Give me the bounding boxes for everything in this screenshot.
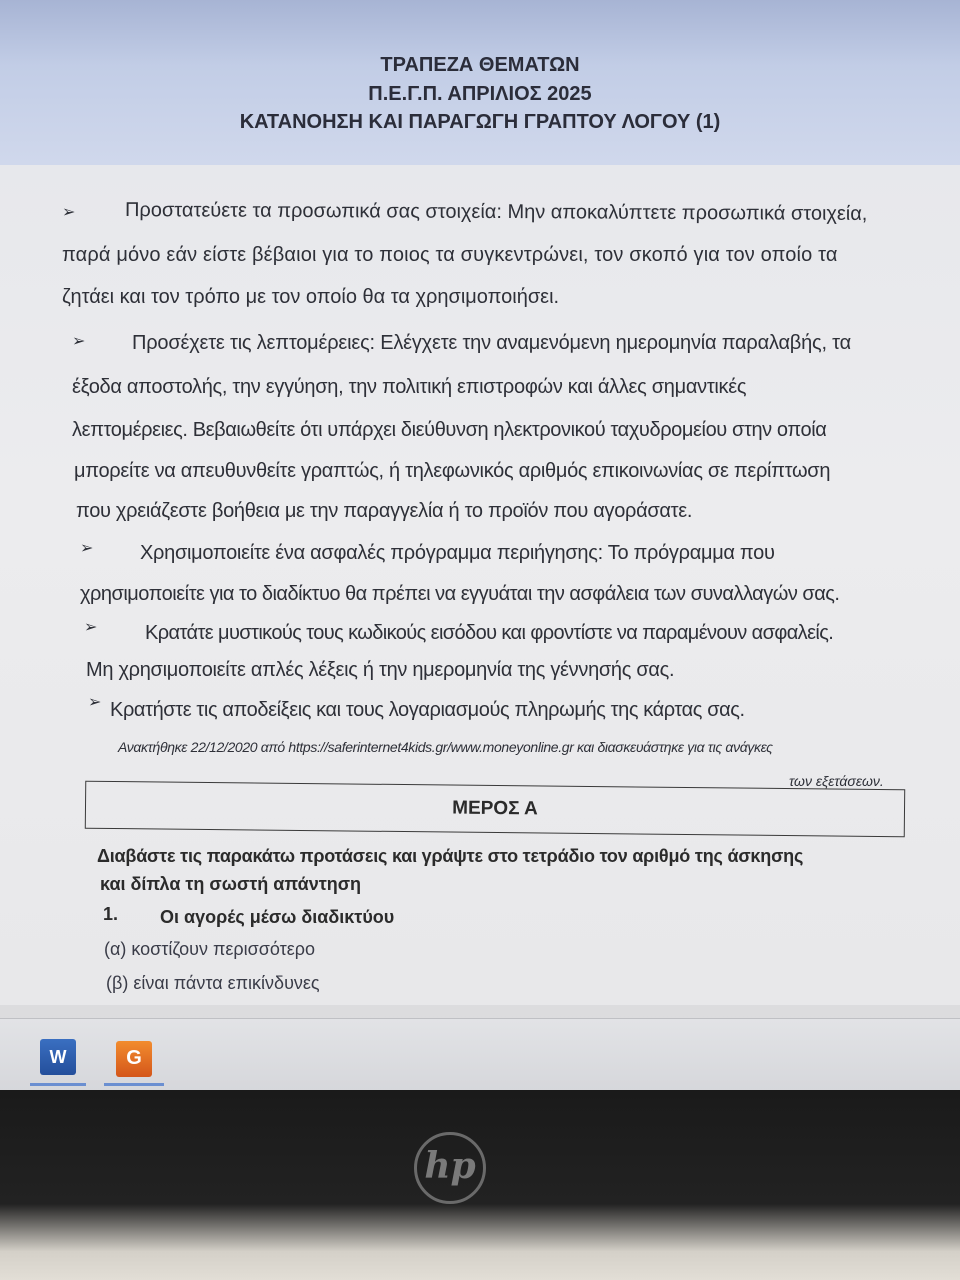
option-a: (α) κοστίζουν περισσότερο	[104, 939, 316, 959]
tip-1-line-3: ζητάει και τον τρόπο με τον οποίο θα τα χρησιμοποιήσει.	[62, 286, 560, 308]
bullet-arrow-icon: ➢	[72, 333, 86, 350]
tip-2-line-2: έξοδα αποστολής, την εγγύηση, την πολιτική επιστροφών και άλλες σημαντικές	[72, 376, 747, 398]
hp-logo-icon: hp	[414, 1132, 486, 1204]
tip-1-line-1: Προστατεύετε τα προσωπικά σας στοιχεία: Μην αποκαλύπτετε προσωπικά στοιχεία,	[124, 199, 868, 225]
bullet-arrow-icon: ➢	[84, 619, 98, 636]
option-b: (β) είναι πάντα επικίνδυνες	[106, 973, 320, 993]
tip-4-line-1: Κρατάτε μυστικούς τους κωδικούς εισόδου και φροντίστε να παραμένουν ασφαλείς.	[145, 622, 834, 644]
tip-2-line-3: λεπτομέρειες. Βεβαιωθείτε ότι υπάρχει διεύθυνση ηλεκτρονικού ταχυδρομείου στην οποία	[72, 419, 827, 441]
taskbar	[0, 1018, 960, 1090]
instruction-line-2: και δίπλα τη σωστή απάντηση	[100, 874, 362, 894]
section-title-box	[85, 781, 905, 838]
section-title: ΜΕΡΟΣ Α	[452, 797, 538, 820]
tip-5-line-1: Κρατήστε τις αποδείξεις και τους λογαριασμούς πληρωμής της κάρτας σας.	[110, 699, 745, 721]
question-number: 1.	[103, 904, 119, 924]
tip-1-line-2: παρά μόνο εάν είστε βέβαιοι για το ποιος τα συγκεντρώνει, τον σκοπό για τον οποίο τα	[62, 244, 838, 266]
word-app-icon[interactable]: W	[40, 1039, 76, 1075]
bullet-arrow-icon: ➢	[88, 694, 102, 711]
header-topic: ΚΑΤΑΝΟΗΣΗ ΚΑΙ ΠΑΡΑΓΩΓΗ ΓΡΑΠΤΟΥ ΛΟΓΟΥ (1)	[239, 111, 721, 133]
tip-2-line-1: Προσέχετε τις λεπτομέρειες: Ελέγχετε την αναμενόμενη ημερομηνία παραλαβής, τα	[132, 332, 851, 354]
source-citation: Ανακτήθηκε 22/12/2020 από https://saferinternet4kids.gr/www.moneyonline.gr και διασκευάστηκε για τις ανάγκες	[118, 739, 773, 755]
header-title: ΤΡΑΠΕΖΑ ΘΕΜΑΤΩΝ	[380, 54, 580, 76]
tip-2-line-4: μπορείτε να απευθυνθείτε γραπτώς, ή τηλεφωνικός αριθμός επικοινωνίας σε περίπτωση	[74, 460, 831, 482]
word-active-indicator	[30, 1083, 86, 1086]
instruction-line-1: Διαβάστε τις παρακάτω προτάσεις και γράψτε στο τετράδιο τον αριθμό της άσκησης	[97, 846, 804, 866]
pdf-app-icon[interactable]: G	[116, 1041, 152, 1077]
pdf-active-indicator	[104, 1083, 164, 1086]
tip-3-line-2: χρησιμοποιείτε για το διαδίκτυο θα πρέπει να εγγυάται την ασφάλεια των συναλλαγών σας.	[80, 583, 840, 605]
tip-3-line-1: Χρησιμοποιείτε ένα ασφαλές πρόγραμμα περιήγησης: Το πρόγραμμα που	[140, 542, 775, 564]
question-text: Οι αγορές μέσω διαδικτύου	[160, 907, 395, 927]
bullet-arrow-icon: ➢	[80, 540, 94, 557]
tip-2-line-5: που χρειάζεστε βοήθεια με την παραγγελία ή το προϊόν που αγοράσατε.	[76, 500, 693, 522]
tip-4-line-2: Μη χρησιμοποιείτε απλές λέξεις ή την ημερομηνία της γέννησής σας.	[86, 659, 675, 681]
bullet-arrow-icon: ➢	[62, 204, 76, 221]
document-header	[0, 0, 960, 165]
source-citation-end: των εξετάσεων.	[789, 773, 884, 789]
header-subtitle: Π.Ε.Γ.Π. ΑΠΡΙΛΙΟΣ 2025	[368, 83, 592, 105]
